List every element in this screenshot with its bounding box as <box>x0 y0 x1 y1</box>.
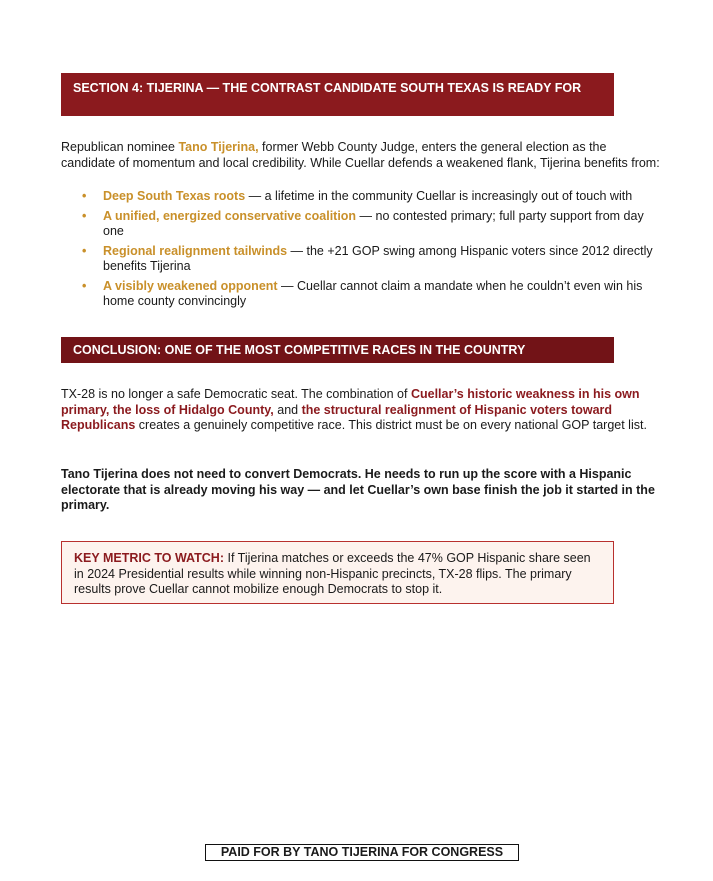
bullet-text: — Cuellar cannot claim a mandate when he couldn’t even win his home county convincingly <box>103 278 643 308</box>
conclusion-text: and <box>273 402 302 417</box>
intro-suffix: former Webb County Judge, enters the general election as the candidate of momentum and local credibility. While Cuellar defends a weakened flank, Tijerina benefits from: <box>61 140 660 170</box>
bullet-title: A visibly weakened opponent <box>103 278 278 293</box>
bullet-icon: • <box>82 243 87 258</box>
conclusion-text: creates a genuinely competitive race. This district must be on every national GOP target list. <box>135 418 647 432</box>
section-4-title: SECTION 4: TIJERINA — THE CONTRAST CANDIDATE SOUTH TEXAS IS READY FOR <box>73 81 582 95</box>
bullet-text: — a lifetime in the community Cuellar is increasingly out of touch with <box>245 189 633 203</box>
list-item <box>82 279 662 310</box>
intro-prefix: Republican nominee <box>61 140 179 154</box>
list-item <box>82 244 662 275</box>
bullet-text: — the +21 GOP swing among Hispanic voters since 2012 directly benefits Tijerina <box>103 243 653 273</box>
bullet-icon: • <box>82 189 87 203</box>
bullet-title: Deep South Texas roots <box>103 189 246 203</box>
bullet-text: — no contested primary; full party support from day one <box>103 208 644 238</box>
key-metric-box <box>61 541 614 604</box>
conclusion-paragraph-1 <box>61 387 651 434</box>
bullet-icon: • <box>82 208 87 223</box>
paid-for-disclaimer: PAID FOR BY TANO TIJERINA FOR CONGRESS <box>205 844 519 861</box>
conclusion-title: CONCLUSION: ONE OF THE MOST COMPETITIVE RACES IN THE COUNTRY <box>73 343 526 357</box>
bullet-title: A unified, energized conservative coalition <box>103 208 357 223</box>
key-metric-text: If Tijerina matches or exceeds the 47% GOP Hispanic share seen in 2024 Presidential results while winning non-Hispanic precincts, TX-28 flips. The primary results prove Cuellar cannot mobilize enough Democrats to stop it. <box>74 551 591 596</box>
benefits-list <box>82 189 662 314</box>
bullet-icon: • <box>82 278 87 293</box>
conclusion-highlight-1: Cuellar’s historic weakness in his own primary, the loss of Hidalgo County, <box>61 387 640 417</box>
list-item <box>82 209 662 240</box>
key-metric-label: KEY METRIC TO WATCH: <box>74 551 224 565</box>
list-item <box>82 189 662 205</box>
conclusion-paragraph-2: Tano Tijerina does not need to convert Democrats. He needs to run up the score with a Hispanic electorate that is already moving his way — and let Cuellar’s own base finish the job it started in the primary. <box>61 467 655 512</box>
bullet-title: Regional realignment tailwinds <box>103 243 288 258</box>
candidate-name: Tano Tijerina, <box>178 140 259 154</box>
section-4-intro <box>61 140 661 171</box>
conclusion-banner <box>61 337 614 363</box>
section-4-banner <box>61 73 614 116</box>
conclusion-text: TX-28 is no longer a safe Democratic seat. The combination of <box>61 387 411 401</box>
conclusion-highlight-2: the structural realignment of Hispanic voters toward Republicans <box>61 402 613 432</box>
